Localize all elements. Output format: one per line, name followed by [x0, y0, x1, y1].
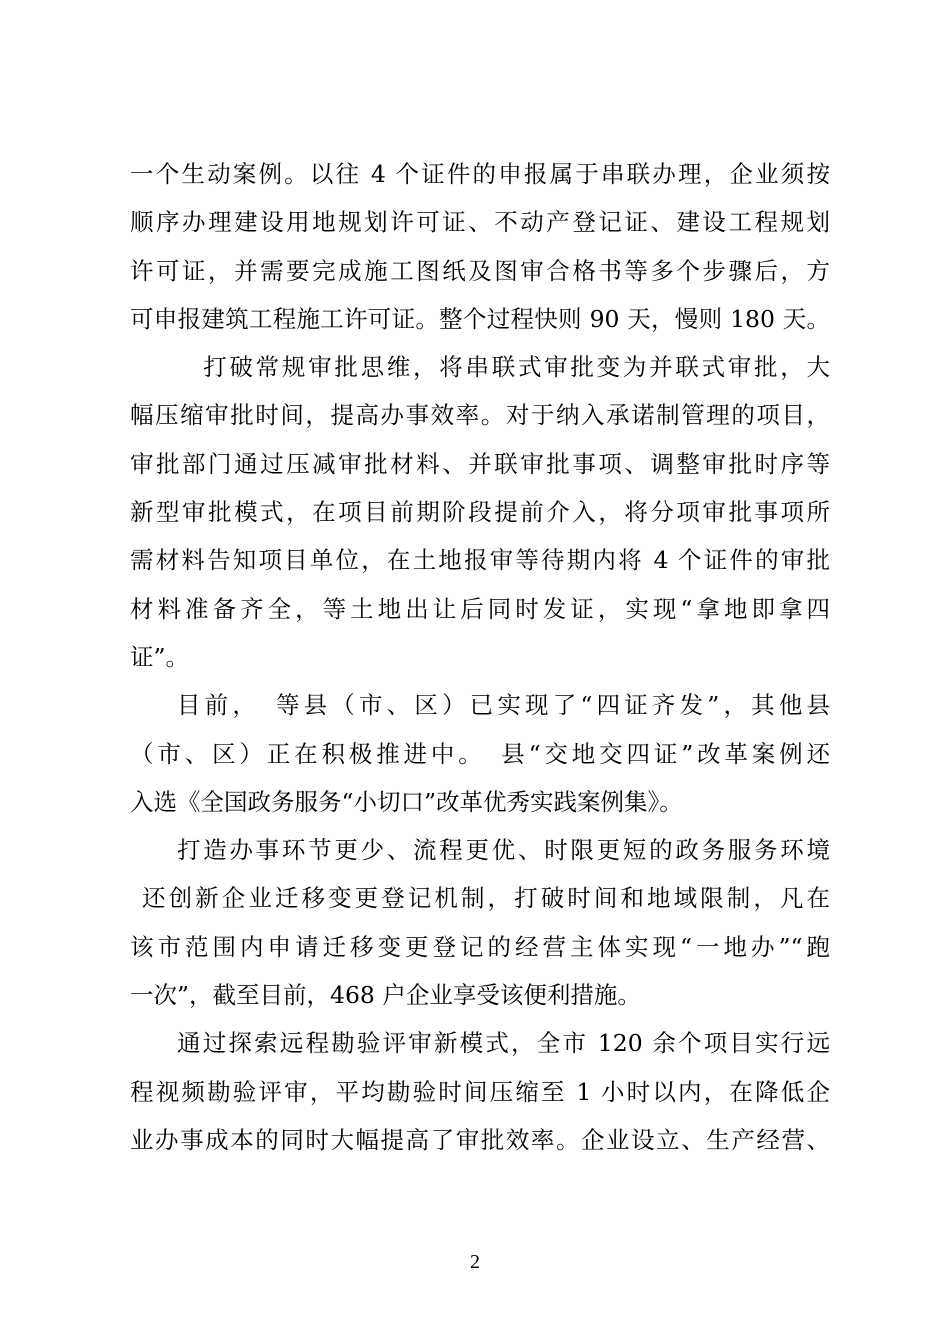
text-line: 需材料告知项目单位，在土地报审等待期内将 4 个证件的审批	[130, 546, 830, 575]
document-body	[130, 150, 830, 1164]
text-line: 一次”，截至目前，468 户企业享受该便利措施。	[130, 981, 641, 1010]
text-line: 还创新企业迁移变更登记机制，打破时间和地域限制，凡在	[142, 884, 830, 913]
text-line: 打破常规审批思维，将串联式审批变为并联式审批，大	[177, 353, 830, 382]
paragraph-4	[130, 826, 830, 1019]
text-line: 程视频勘验评审，平均勘验时间压缩至 1 小时以内，在降低企	[130, 1077, 830, 1106]
text-line: 证”。	[130, 642, 190, 671]
text-line: 可申报建筑工程施工许可证。整个过程快则 90 天，慢则 180 天。	[130, 304, 830, 333]
text-line: 该市范围内申请迁移变更登记的经营主体实现“一地办”“跑	[130, 932, 830, 961]
page-number: 2	[470, 1251, 480, 1273]
paragraph-5	[130, 1019, 830, 1164]
text-line: 一个生动案例。以往 4 个证件的申报属于串联办理，企业须按	[130, 160, 830, 188]
text-line: 许可证，并需要完成施工图纸及图审合格书等多个步骤后，方	[130, 256, 830, 285]
text-line: 目前， 等县（市、区）已实现了“四证齐发”，其他县	[177, 691, 830, 720]
text-line: （市、区）正在积极推进中。 县“交地交四证”改革案例还	[130, 739, 830, 768]
text-line: 业办事成本的同时大幅提高了审批效率。企业设立、生产经营、	[130, 1125, 830, 1154]
text-line: 通过探索远程勘验评审新模式，全市 120 余个项目实行远	[177, 1029, 830, 1058]
text-line: 幅压缩审批时间，提高办事效率。对于纳入承诺制管理的项目，	[130, 401, 830, 430]
paragraph-1	[130, 150, 830, 343]
paragraph-3	[130, 681, 830, 826]
text-line: 打造办事环节更少、流程更优、时限更短的政务服务环境	[177, 836, 830, 865]
text-line: 入选《全国政务服务“小切口”改革优秀实践案例集》。	[130, 787, 683, 816]
text-line: 材料准备齐全，等土地出让后同时发证，实现“拿地即拿四	[130, 594, 830, 623]
text-line: 顺序办理建设用地规划许可证、不动产登记证、建设工程规划	[130, 208, 830, 237]
text-line: 审批部门通过压减审批材料、并联审批事项、调整审批时序等	[130, 449, 830, 478]
text-line: 新型审批模式，在项目前期阶段提前介入，将分项审批事项所	[130, 498, 830, 527]
paragraph-2	[130, 343, 830, 681]
